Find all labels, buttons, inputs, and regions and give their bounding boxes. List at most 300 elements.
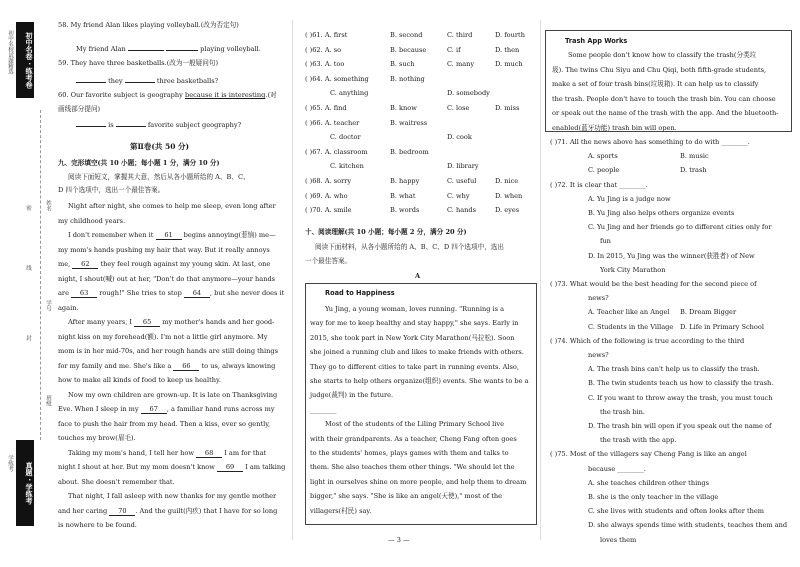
cloze-option xyxy=(330,162,364,170)
text-run: me, xyxy=(58,260,73,268)
text-run: D. Life in Primary School xyxy=(680,322,764,331)
text-run: because ________. xyxy=(588,464,646,473)
cloze-option xyxy=(330,89,368,97)
cloze-option xyxy=(390,75,425,83)
cloze-option xyxy=(447,60,474,68)
cloze-option xyxy=(447,46,461,54)
text-run: ( )63. A. too xyxy=(305,60,345,69)
cloze-option xyxy=(305,46,341,54)
q58-text: 58. My friend Alan likes playing volleyball.(改为否定句) xyxy=(58,21,239,29)
text-run: ( )67. A. classroom xyxy=(305,147,368,156)
id-label: 学号 xyxy=(45,300,51,311)
q60-part-d: is xyxy=(108,121,114,129)
question-line xyxy=(550,337,744,345)
text-run: the trash bin. xyxy=(600,407,646,416)
text-run: news? xyxy=(588,294,609,303)
cloze-line xyxy=(68,202,276,210)
cloze-option xyxy=(390,177,419,185)
text-run: A. Yu Jing is a judge now xyxy=(588,194,671,203)
text-run: B. bedroom xyxy=(390,147,429,156)
q59-text: 59. They have three basketballs.(改为一般疑问句) xyxy=(58,59,219,67)
question-line xyxy=(550,138,750,146)
cloze-line xyxy=(58,275,275,283)
text-run: ( )66. A. teacher xyxy=(305,118,360,127)
passage-line xyxy=(310,319,518,327)
answer-line xyxy=(600,536,636,544)
passage-line xyxy=(310,449,509,457)
text-run: mom is in her mid-70s, and her rough hands are still doing things xyxy=(58,347,278,355)
text-run: the trash with the app. xyxy=(600,436,677,445)
page-number: — 3 — xyxy=(388,536,410,544)
cloze-line xyxy=(58,405,275,414)
text-run: my mom's hands pushing my hair that way. But it really annoys xyxy=(58,245,270,254)
cloze-option xyxy=(390,148,429,156)
text-run: Eve. When I sleep in my xyxy=(58,405,141,413)
cloze-line xyxy=(58,217,125,225)
text-run: B. Dream Bigger xyxy=(680,308,737,317)
trash-app-line xyxy=(552,95,776,103)
cloze-blank[interactable]: 70 xyxy=(109,507,135,516)
text-run: ( )61. A. first xyxy=(305,31,348,39)
text-run: After many years, I xyxy=(68,318,135,326)
section-9-heading: 九、完形填空(共 10 小题；每小题 1 分，满分 10 分) xyxy=(58,159,220,167)
text-run: she starts to help others organize(组织) events. She wants to be a xyxy=(310,377,529,385)
cloze-line xyxy=(58,463,285,472)
text-run: Yu Jing, a young woman, loves running. "Running is a xyxy=(325,305,505,313)
text-run: A. The trash bins can't help us to classify the trash. xyxy=(588,365,760,374)
text-run: D. library xyxy=(447,162,479,171)
passage-a-title: Road to Happiness xyxy=(325,289,395,297)
text-run: make a set of four trash bins(垃圾箱). It can help us to classify xyxy=(552,80,759,88)
text-run: D. fourth xyxy=(495,31,525,39)
cloze-blank[interactable]: 62 xyxy=(72,260,98,269)
sidebar-bottom-text: 学练考 xyxy=(7,455,13,472)
text-run: C. why xyxy=(447,191,470,200)
text-run: about. She doesn't remember that. xyxy=(58,477,175,486)
cloze-option xyxy=(390,192,416,200)
text-run: to us, always knowing xyxy=(199,361,276,370)
answer-line xyxy=(588,465,646,473)
section-9-instruction-2: D 四个选项中，选出一个最佳答案。 xyxy=(58,186,165,194)
text-run: C. she lives with students and often looks after them xyxy=(588,507,765,516)
text-run: judge(裁判) in the future. xyxy=(310,391,394,400)
q59-blank-2[interactable] xyxy=(125,82,155,83)
cloze-line xyxy=(58,420,270,428)
cloze-option xyxy=(305,60,344,68)
text-run: or speak out the name of the trash with the app. And the bluetooth- xyxy=(552,109,779,117)
cloze-option xyxy=(305,31,347,39)
passage-line xyxy=(310,348,524,356)
q59-part-a: they xyxy=(108,77,123,85)
answer-line xyxy=(588,223,772,231)
text-run: C. If you want to throw away the trash, you must touch xyxy=(588,393,773,402)
text-run: D. trash xyxy=(680,166,707,175)
text-run: Night after night, she comes to help me sleep, even long after xyxy=(68,202,276,210)
cloze-blank[interactable]: 68 xyxy=(196,449,222,458)
text-run: C. hands xyxy=(447,206,477,215)
q60-blank-2[interactable] xyxy=(116,126,146,127)
text-run: 圾). The twins Chu Siyu and Chu Qiqi, both fifth-grade students, xyxy=(552,65,767,74)
answer-line xyxy=(588,252,755,260)
text-run: B. second xyxy=(390,31,423,39)
text-run: the trash. People don't have to touch the trash bin. You can choose xyxy=(552,94,776,103)
q58-blank-1[interactable] xyxy=(128,50,164,51)
cut-line xyxy=(40,110,41,440)
text-run: night, I shout(喊) out at her, "Don't do that anymore—your hands xyxy=(58,274,276,283)
text-run: to the students' homes, plays games with them and talks to xyxy=(310,449,509,457)
text-run: night I shout at her. But my mom doesn't know xyxy=(58,463,218,471)
text-run: B. waitress xyxy=(390,118,428,127)
answer-line xyxy=(600,266,666,274)
text-run: , but she never does it xyxy=(209,289,285,297)
text-run: B. Yu Jing also helps others organize events xyxy=(588,209,735,217)
answer-line xyxy=(588,493,718,501)
answer-option xyxy=(588,166,619,174)
cloze-blank[interactable]: 64 xyxy=(184,289,210,298)
text-run: touches my brow(眉毛). xyxy=(58,434,136,442)
text-run: ( )68. A. sorry xyxy=(305,177,352,185)
cloze-blank[interactable]: 67 xyxy=(141,405,167,414)
column-divider-1 xyxy=(292,20,293,540)
text-run: I don't remember when it xyxy=(68,231,156,239)
text-run: them. She also teaches them other things. "We should let the xyxy=(310,463,515,472)
text-run: ________ xyxy=(310,405,337,414)
text-run: they feel rough against my young skin. At last, one xyxy=(98,260,271,268)
answer-line xyxy=(588,351,609,359)
text-run: again. xyxy=(58,303,79,312)
q60-answer-line xyxy=(76,121,241,129)
q58-part-b: playing volleyball. xyxy=(200,45,261,53)
text-run: villagers(村民) say. xyxy=(310,506,372,515)
cloze-option xyxy=(330,133,361,141)
text-run: news? xyxy=(588,351,609,359)
question-line xyxy=(550,280,757,288)
cloze-option xyxy=(495,104,519,112)
text-run: D. In 2015, Yu Jing was the winner(获胜者) of New xyxy=(588,251,755,260)
cloze-option xyxy=(495,192,522,200)
cloze-line xyxy=(58,362,275,371)
text-run: C. lose xyxy=(447,104,470,112)
text-run: Some people don't know how to classify the trash(分类垃 xyxy=(568,51,757,59)
section-10-instruction-1: 阅读下面材料，从各小题所给的 A、B、C、D 四个选项中，选出 xyxy=(315,243,504,251)
passage-line xyxy=(310,478,526,486)
answer-option xyxy=(680,323,764,331)
text-run: night kiss on my forehead(额). I'm not a little girl anymore. My xyxy=(58,332,268,341)
text-run: B. nothing xyxy=(390,74,425,83)
text-run: C. Students in the Village xyxy=(588,322,674,331)
text-run: C. many xyxy=(447,60,475,69)
answer-line xyxy=(588,379,773,387)
cloze-option xyxy=(390,31,422,39)
trash-app-line xyxy=(568,51,756,59)
text-run: D. somebody xyxy=(447,89,490,98)
text-run: ( )62. A. so xyxy=(305,45,342,54)
text-run: A. Teacher like an Angel xyxy=(588,308,670,317)
answer-line xyxy=(588,365,760,373)
text-run: C. doctor xyxy=(330,133,361,142)
text-run: B. she is the only teacher in the village xyxy=(588,493,719,501)
passage-line xyxy=(310,377,529,385)
text-run: Taking my mom's hand, I tell her how xyxy=(68,448,197,457)
text-run: she joined a running club and likes to make friends with others. xyxy=(310,348,524,357)
answer-line xyxy=(588,209,734,217)
answer-option xyxy=(588,323,673,331)
cloze-option xyxy=(305,206,352,214)
text-run: D. then xyxy=(495,45,520,54)
answer-line xyxy=(588,507,764,515)
trash-app-line xyxy=(552,109,779,117)
cloze-option xyxy=(305,119,359,127)
answer-option xyxy=(680,166,707,174)
q58-answer-line xyxy=(76,45,261,53)
q58-blank-2[interactable] xyxy=(166,50,198,51)
cloze-line xyxy=(68,231,276,240)
cloze-option xyxy=(447,89,490,97)
passage-line xyxy=(310,391,393,399)
cloze-line xyxy=(58,376,221,384)
q60-part-b: .(对 xyxy=(265,91,277,99)
text-run: ( )70. A. smile xyxy=(305,206,352,215)
text-run: C. Yu Jing and her friends go to different cities only for xyxy=(588,223,772,232)
cloze-line xyxy=(58,246,270,254)
cloze-line xyxy=(58,434,136,442)
cloze-option xyxy=(495,46,519,54)
text-run: D. much xyxy=(495,60,523,69)
text-run: how to make all kinds of food to keep us healthy. xyxy=(58,376,221,384)
passage-line xyxy=(310,507,371,515)
answer-line xyxy=(588,294,609,302)
cloze-line xyxy=(58,333,268,341)
answer-line xyxy=(588,521,787,529)
text-run: enabled(蓝牙功能) trash bin will open. xyxy=(552,123,677,132)
cloze-option xyxy=(305,75,369,83)
answer-line xyxy=(588,479,709,487)
passage-a-label: A xyxy=(415,272,421,280)
q59-part-b: three basketballs? xyxy=(156,77,219,85)
cloze-option xyxy=(390,104,417,112)
mi-label: 密 xyxy=(25,205,31,211)
text-run: They go to different cities to take part in running events. Also, xyxy=(310,362,519,371)
class-label: 班级 xyxy=(45,395,51,406)
cloze-option xyxy=(447,104,469,112)
text-run: my mother's hands and her good- xyxy=(160,318,275,326)
badge-bottom: 真题 · 学练考 xyxy=(16,440,34,526)
answer-line xyxy=(588,422,771,430)
q59-answer-line xyxy=(76,77,218,85)
text-run: ( )64. A. something xyxy=(305,74,369,83)
passage-line xyxy=(310,406,336,414)
text-run: loves them xyxy=(600,535,637,544)
text-run: bigger," she says. "She is like an angel(天使)," most of the xyxy=(310,492,503,501)
cloze-blank[interactable]: 63 xyxy=(71,289,97,298)
part-2-heading: 第Ⅱ卷(共 50 分) xyxy=(130,142,190,151)
text-run: B. such xyxy=(390,60,415,69)
text-run: C. useful xyxy=(447,177,477,185)
cloze-option xyxy=(447,162,479,170)
question-line xyxy=(550,450,747,458)
cloze-option xyxy=(447,177,476,185)
answer-line xyxy=(588,394,772,402)
text-run: ( )73. What would be the best heading for the second piece of xyxy=(550,280,757,288)
text-run: D. The trash bin will open if you speak out the name of xyxy=(588,422,772,430)
cloze-blank[interactable]: 66 xyxy=(173,362,199,371)
text-run: A. sports xyxy=(588,152,618,161)
text-run: and her caring xyxy=(58,506,110,515)
text-run: for my family and me. She's like a xyxy=(58,361,174,370)
cloze-option xyxy=(495,60,523,68)
text-run: ( )71. All the news above has something to do with ________. xyxy=(550,138,750,146)
q60-blank-1[interactable] xyxy=(76,126,106,127)
answer-line xyxy=(600,436,676,444)
cloze-option xyxy=(495,206,519,214)
passage-line xyxy=(325,420,504,428)
text-run: D. when xyxy=(495,191,523,200)
badge-top: 初中名卷 · 练考卷 xyxy=(16,22,34,98)
text-run: D. eyes xyxy=(495,206,520,215)
cloze-option xyxy=(390,119,427,127)
name-label: 姓名 xyxy=(45,200,51,211)
answer-option xyxy=(588,308,670,316)
text-run: is nowhere to be found. xyxy=(58,521,137,529)
cloze-option xyxy=(447,206,476,214)
cloze-line xyxy=(58,347,278,355)
cloze-option xyxy=(447,133,472,141)
passage-line xyxy=(310,492,502,500)
trash-app-line xyxy=(552,80,758,88)
cloze-option xyxy=(305,177,351,185)
text-run: , a familiar hand runs across my xyxy=(166,405,275,413)
section-9-instruction-1: 阅读下面短文，掌握其大意，然后从各小题所给的 A、B、C、 xyxy=(68,173,250,181)
cloze-line xyxy=(58,507,277,516)
text-run: I am for that xyxy=(222,448,267,457)
text-run: C. anything xyxy=(330,89,369,98)
cloze-option xyxy=(305,148,368,156)
text-run: A. she teaches children other things xyxy=(588,478,710,487)
text-run: B. what xyxy=(390,191,416,200)
trash-app-title: Trash App Works xyxy=(565,37,628,45)
text-run: begins annoying(惹恼) me— xyxy=(181,231,276,239)
answer-line xyxy=(588,195,671,203)
section-10-instruction-2: 一个最佳答案。 xyxy=(305,257,352,265)
answer-line xyxy=(600,408,645,416)
text-run: C. people xyxy=(588,166,620,175)
text-run: D. nice xyxy=(495,177,519,185)
text-run: B. The twin students teach us how to classify the trash. xyxy=(588,379,774,388)
text-run: B. words xyxy=(390,206,420,215)
text-run: my childhood years. xyxy=(58,216,126,225)
q60-text xyxy=(58,91,277,99)
trash-app-line xyxy=(552,66,766,74)
text-run: . And the guilt(内疚) that I have for so long xyxy=(135,506,278,515)
text-run: fun xyxy=(600,237,611,246)
text-run: ( )75. Most of the villagers say Cheng Fang is like an angel xyxy=(550,450,747,459)
cloze-option xyxy=(390,206,419,214)
text-run: D. miss xyxy=(495,104,520,112)
text-run: York City Marathon xyxy=(600,265,666,274)
q60-part-a: 60. Our favorite subject is geography xyxy=(58,91,185,99)
section-10-heading: 十、阅读理解(共 10 小题；每小题 2 分，满分 20 分) xyxy=(305,228,467,236)
cloze-option xyxy=(447,31,472,39)
cloze-line xyxy=(58,521,137,529)
cloze-line xyxy=(68,492,276,500)
text-run: I am talking xyxy=(243,463,286,471)
cloze-option xyxy=(447,192,470,200)
cloze-line xyxy=(68,449,266,458)
cloze-option xyxy=(305,192,348,200)
text-run: 2015, she took part in New York City Marathon(马拉松). Soon xyxy=(310,333,515,342)
question-line xyxy=(550,181,648,189)
text-run: ( )65. A. find xyxy=(305,104,347,112)
text-run: ( )74. Which of the following is true according to the third xyxy=(550,336,745,345)
cloze-line xyxy=(58,289,284,298)
q59-blank-1[interactable] xyxy=(76,82,106,83)
q58-part-a: My friend Alan xyxy=(76,45,126,53)
text-run: ( )72. It is clear that ________. xyxy=(550,180,648,189)
cloze-option xyxy=(390,60,415,68)
text-run: C. third xyxy=(447,31,473,39)
cloze-line xyxy=(68,318,274,327)
q60-underlined: because it is interesting xyxy=(184,91,266,99)
text-run: That night, I fall asleep with new thanks for my gentle mother xyxy=(68,492,277,500)
passage-line xyxy=(310,463,515,471)
cloze-option xyxy=(495,177,518,185)
cloze-option xyxy=(495,31,525,39)
passage-line xyxy=(310,435,517,443)
answer-option xyxy=(680,308,736,316)
cloze-line xyxy=(58,478,175,486)
text-run: are xyxy=(58,289,72,297)
feng-label: 封 xyxy=(25,335,31,341)
text-run: way for me to keep healthy and stay happy," she says. Early in xyxy=(310,319,519,328)
column-divider-2 xyxy=(540,20,541,540)
trash-app-line xyxy=(552,124,677,132)
text-run: B. know xyxy=(390,104,417,112)
cloze-blank[interactable]: 65 xyxy=(134,318,160,327)
passage-line xyxy=(310,334,515,342)
cloze-blank[interactable]: 61 xyxy=(156,231,182,240)
text-run: rough!" She tries to stop xyxy=(97,289,184,297)
q60-part-e: favorite subject geography? xyxy=(147,121,242,129)
text-run: D. she always spends time with students, teaches them and xyxy=(588,521,788,530)
cloze-line xyxy=(58,260,270,269)
answer-line xyxy=(600,237,611,245)
xian-label: 线 xyxy=(25,265,31,271)
text-run: light in ourselves shine on more people, and help them to dream xyxy=(310,477,527,486)
text-run: Most of the students of the Liling Primary School live xyxy=(325,420,505,429)
cloze-option xyxy=(305,104,347,112)
text-run: ( )69. A. who xyxy=(305,191,348,200)
text-run: Now my own children are grown-up. It is late on Thanksgiving xyxy=(68,390,278,399)
sidebar-top-text: 初中名校试题精选 xyxy=(7,30,13,74)
text-run: face to push the hair from my head. Then a kiss, ever so gently, xyxy=(58,419,271,428)
text-run: B. because xyxy=(390,45,427,54)
text-run: D. cook xyxy=(447,133,472,142)
answer-option xyxy=(680,152,709,160)
text-run: C. if xyxy=(447,45,461,54)
text-run: B. happy xyxy=(390,177,420,185)
cloze-line xyxy=(58,304,79,312)
text-run: with their grandparents. As a teacher, Cheng Fang often goes xyxy=(310,434,517,443)
cloze-line xyxy=(68,391,277,399)
passage-line xyxy=(310,363,519,371)
binding-sidebar xyxy=(0,0,51,567)
text-run: C. kitchen xyxy=(330,162,364,171)
answer-option xyxy=(588,152,618,160)
text-run: B. music xyxy=(680,152,709,161)
cloze-blank[interactable]: 69 xyxy=(217,463,243,472)
q60-instruction: 画线部分提问) xyxy=(58,105,101,113)
passage-line xyxy=(325,305,504,313)
